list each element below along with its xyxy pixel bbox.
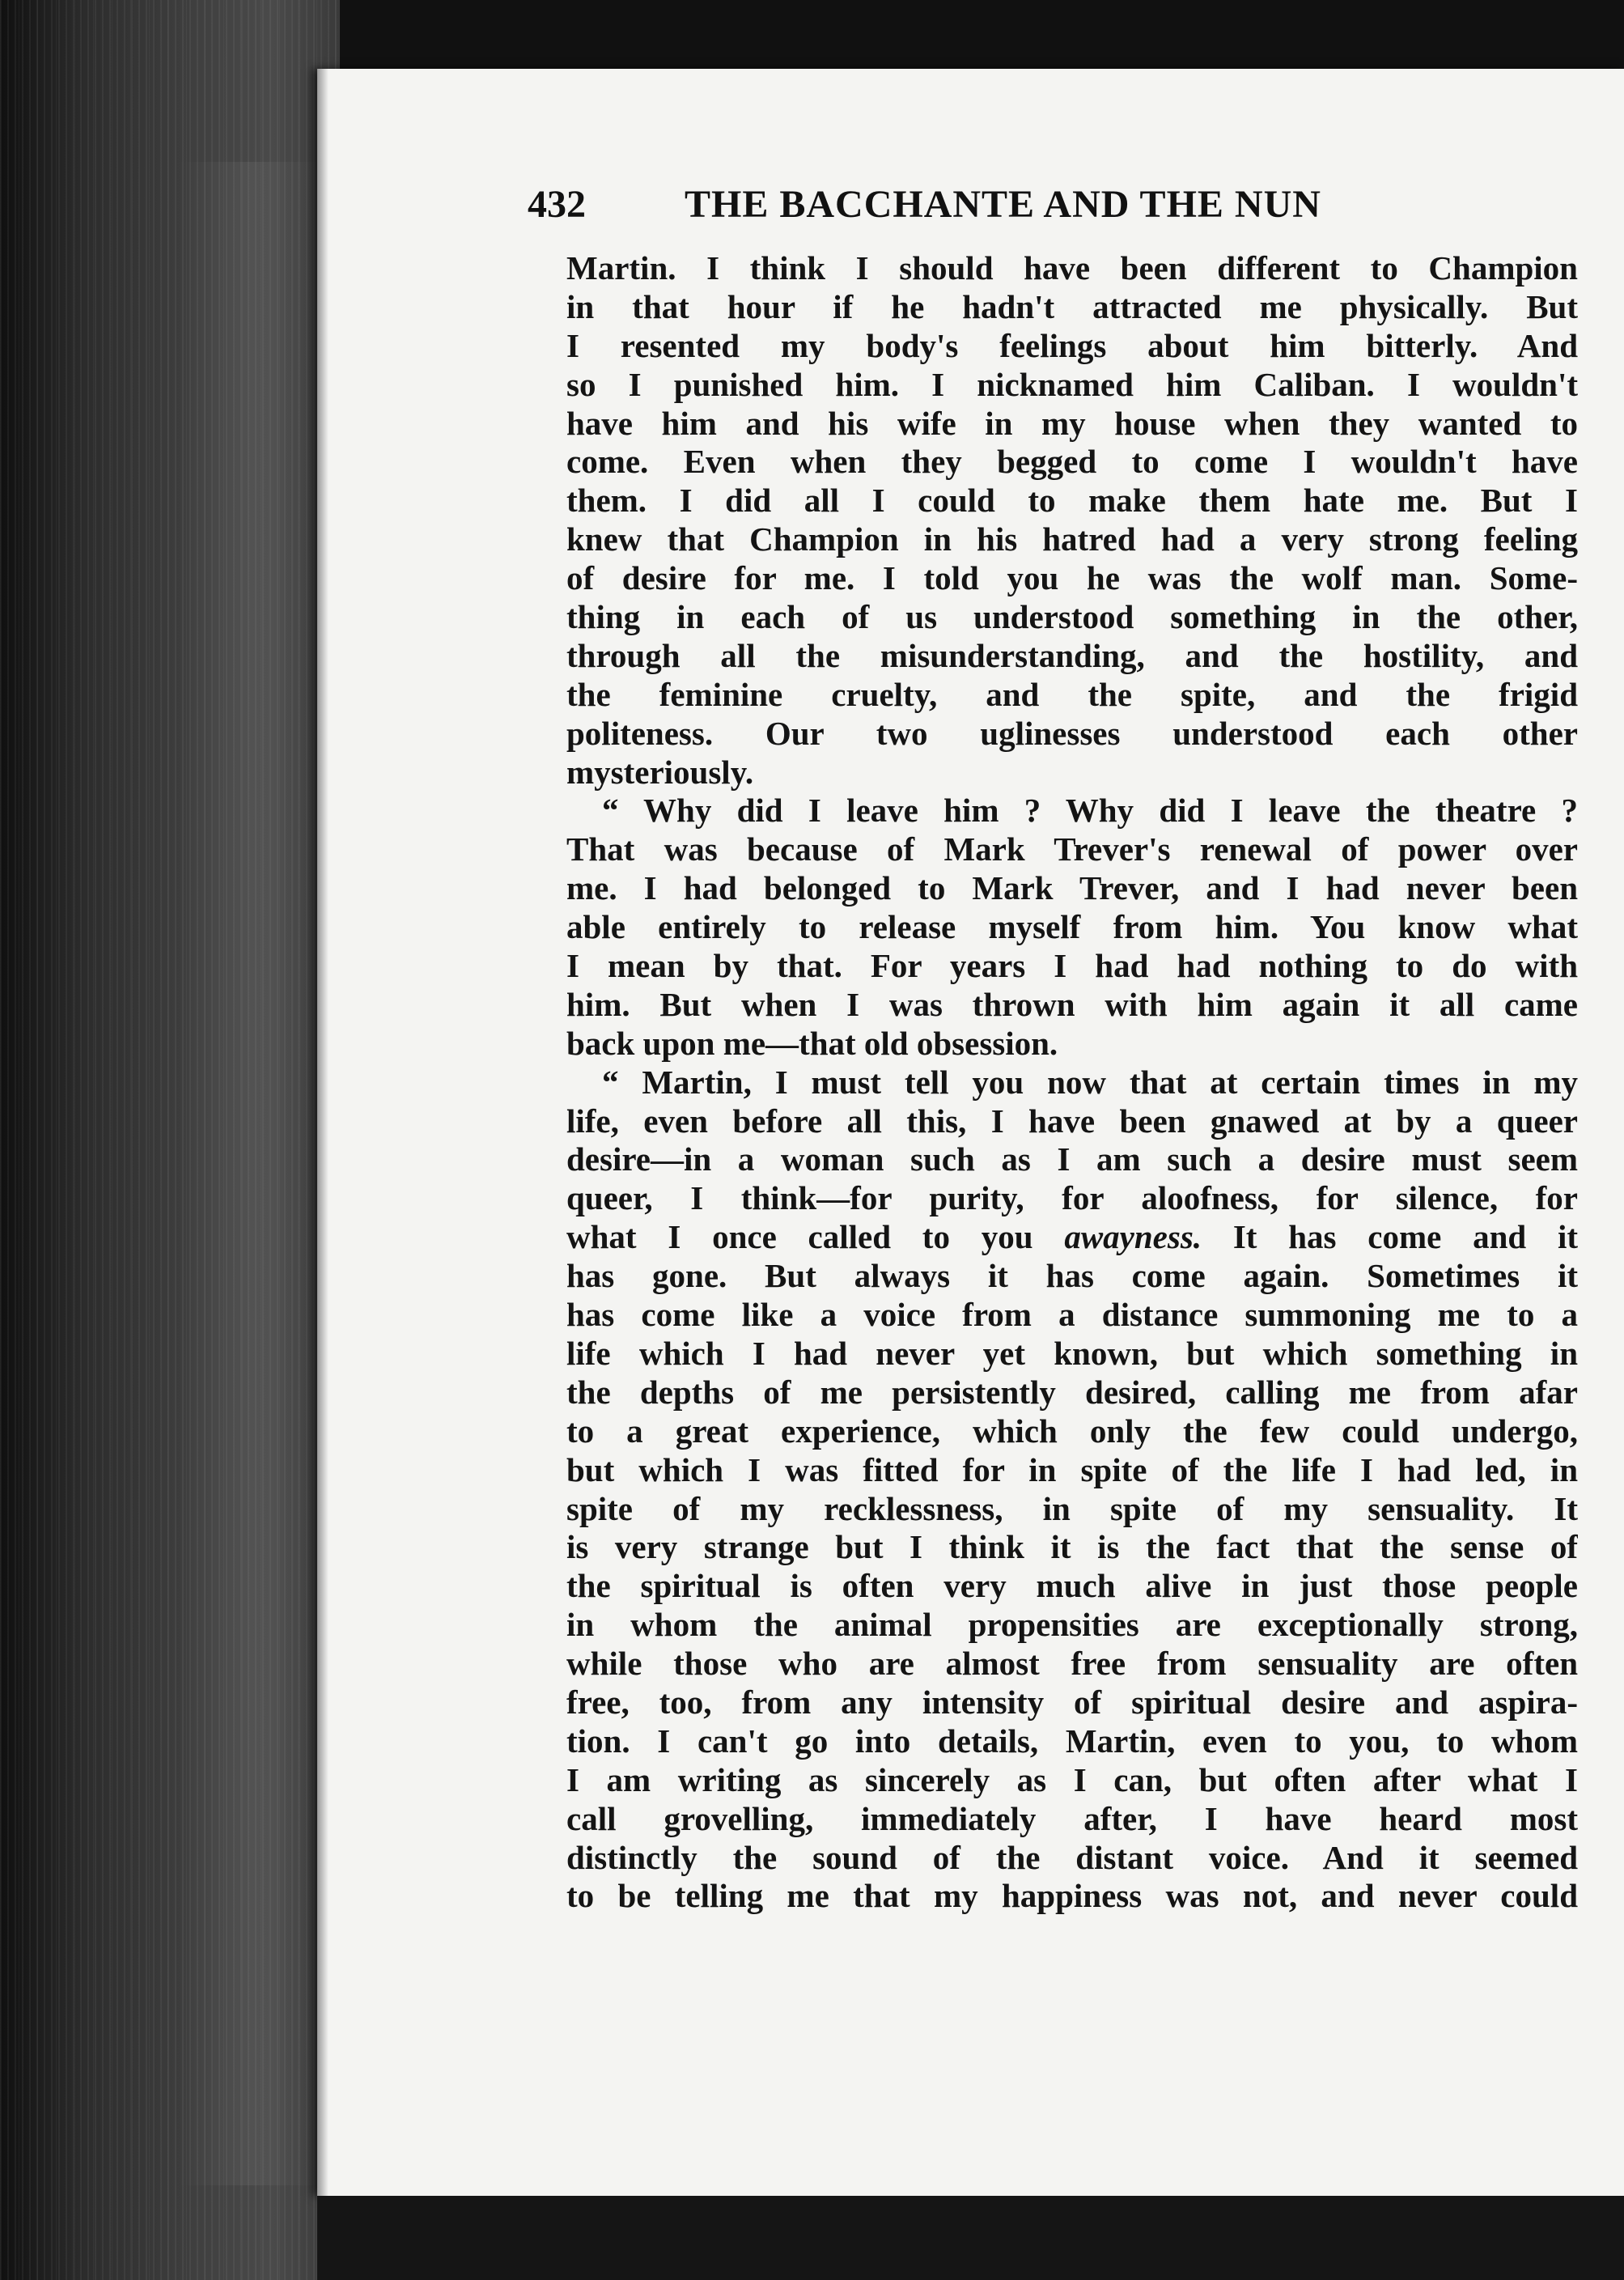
text-line xyxy=(566,288,1578,327)
line-text: “ Martin, I must tell you now that at certain times in my xyxy=(602,1063,1578,1101)
line-text: in that hour if he hadn't attracted me physically. But xyxy=(566,287,1578,325)
line-text: call grovelling, immediately after, I have heard most xyxy=(566,1799,1578,1837)
line-text: queer, I think—for purity, for aloofness, for silence, for xyxy=(566,1179,1578,1217)
line-text: the feminine cruelty, and the spite, and the frigid xyxy=(566,675,1578,713)
line-text: I mean by that. For years I had had nothing to do with xyxy=(566,947,1578,985)
text-line xyxy=(566,1451,1578,1490)
line-text: That was because of Mark Trever's renewal of power over xyxy=(566,830,1578,868)
line-text: mysteriously. xyxy=(566,753,754,791)
line-text: has gone. But always it has come again. Sometimes it xyxy=(566,1257,1578,1295)
text-line xyxy=(566,869,1578,908)
text-line xyxy=(566,986,1578,1025)
line-text: come. Even when they begged to come I wouldn't have xyxy=(566,443,1578,481)
text-line xyxy=(566,1374,1578,1412)
line-text: Martin. I think I should have been different to Champion xyxy=(566,249,1578,287)
text-line xyxy=(566,1102,1578,1141)
page-number: 432 xyxy=(528,183,586,226)
text-line xyxy=(566,249,1578,288)
text-line xyxy=(566,1528,1578,1567)
line-text: to a great experience, which only the few could undergo, xyxy=(566,1412,1578,1450)
text-line xyxy=(566,947,1578,986)
running-header xyxy=(528,176,1426,233)
line-text: so I punished him. I nicknamed him Caliban. I wouldn't xyxy=(566,365,1578,403)
running-title: THE BACCHANTE AND THE NUN xyxy=(685,183,1321,226)
scan-bottom-border xyxy=(317,2196,1624,2280)
text-line xyxy=(566,1296,1578,1335)
line-text: free, too, from any intensity of spiritual desire and aspira- xyxy=(566,1683,1578,1721)
text-line xyxy=(566,1839,1578,1878)
line-text: spite of my recklessness, in spite of my sensuality. It xyxy=(566,1489,1578,1527)
text-line xyxy=(566,1179,1578,1218)
text-line xyxy=(566,1257,1578,1296)
text-line xyxy=(566,559,1578,598)
line-text: them. I did all I could to make them hate me. But I xyxy=(566,482,1578,520)
text-line xyxy=(566,327,1578,366)
text-line xyxy=(566,908,1578,947)
line-text: to be telling me that my happiness was not, and never could xyxy=(566,1877,1578,1915)
text-line xyxy=(566,1722,1578,1761)
line-text: life which I had never yet known, but which something in xyxy=(566,1334,1578,1372)
text-line xyxy=(566,366,1578,405)
text-line xyxy=(566,1025,1578,1064)
text-line xyxy=(566,792,1578,830)
emphasized-word: awayness. xyxy=(1064,1218,1202,1256)
line-text: him. But when I was thrown with him again it all came xyxy=(566,985,1578,1023)
text-line xyxy=(566,1683,1578,1722)
line-text: knew that Champion in his hatred had a very strong feeling xyxy=(566,520,1578,558)
line-text: have him and his wife in my house when they wanted to xyxy=(566,404,1578,442)
line-text: I am writing as sincerely as I can, but often after what I xyxy=(566,1760,1578,1798)
line-text: the spiritual is often very much alive in just those people xyxy=(566,1567,1578,1605)
line-text: of desire for me. I told you he was the wolf man. Some- xyxy=(566,559,1578,597)
text-line xyxy=(566,715,1578,754)
line-text: the depths of me persistently desired, calling me from afar xyxy=(566,1373,1578,1411)
text-line xyxy=(566,598,1578,637)
text-line xyxy=(566,830,1578,869)
line-text: back upon me—that old obsession. xyxy=(566,1024,1058,1062)
line-text: in whom the animal propensities are exceptionally strong, xyxy=(566,1606,1578,1644)
line-text: I resented my body's feelings about him bitterly. And xyxy=(566,326,1578,364)
text-line xyxy=(566,443,1578,482)
page-inner-edge xyxy=(317,69,329,2196)
line-text: distinctly the sound of the distant voice. And it seemed xyxy=(566,1838,1578,1876)
text-line xyxy=(566,676,1578,715)
text-line xyxy=(566,637,1578,676)
line-text: thing in each of us understood something in the other, xyxy=(566,598,1578,636)
spine-highlight xyxy=(178,162,324,2185)
line-text: able entirely to release myself from him. You know what xyxy=(566,908,1578,946)
text-line xyxy=(566,1064,1578,1102)
text-line xyxy=(566,1567,1578,1606)
body-text xyxy=(566,249,1578,1916)
text-line xyxy=(566,405,1578,444)
line-text: life, even before all this, I have been gnawed at by a queer xyxy=(566,1102,1578,1140)
text-line xyxy=(566,1877,1578,1916)
line-text: tion. I can't go into details, Martin, even to you, to whom xyxy=(566,1722,1578,1760)
text-line xyxy=(566,1800,1578,1839)
line-text: what I once called to you xyxy=(566,1218,1065,1256)
text-line xyxy=(566,1140,1578,1179)
text-line xyxy=(566,482,1578,520)
line-text: me. I had belonged to Mark Trever, and I had never been xyxy=(566,869,1578,907)
text-line xyxy=(566,1645,1578,1683)
text-line xyxy=(566,1606,1578,1645)
text-line xyxy=(566,1490,1578,1529)
line-text: is very strange but I think it is the fact that the sense of xyxy=(566,1528,1578,1566)
text-line xyxy=(566,754,1578,792)
line-text: through all the misunderstanding, and the hostility, and xyxy=(566,636,1578,674)
line-text: “ Why did I leave him ? Why did I leave the theatre ? xyxy=(602,792,1578,830)
line-text: has come like a voice from a distance summoning me to a xyxy=(566,1296,1578,1334)
text-line xyxy=(566,1412,1578,1451)
line-text: but which I was fitted for in spite of the life I had led, in xyxy=(566,1450,1578,1488)
line-text: while those who are almost free from sensuality are often xyxy=(566,1645,1578,1683)
text-line xyxy=(566,520,1578,559)
text-line xyxy=(566,1335,1578,1374)
line-text-continued: It has come and it xyxy=(1202,1218,1578,1256)
line-text: desire—in a woman such as I am such a desire must seem xyxy=(566,1140,1578,1178)
text-line xyxy=(566,1218,1578,1257)
line-text: politeness. Our two uglinesses understood each other xyxy=(566,714,1578,752)
text-line xyxy=(566,1761,1578,1800)
